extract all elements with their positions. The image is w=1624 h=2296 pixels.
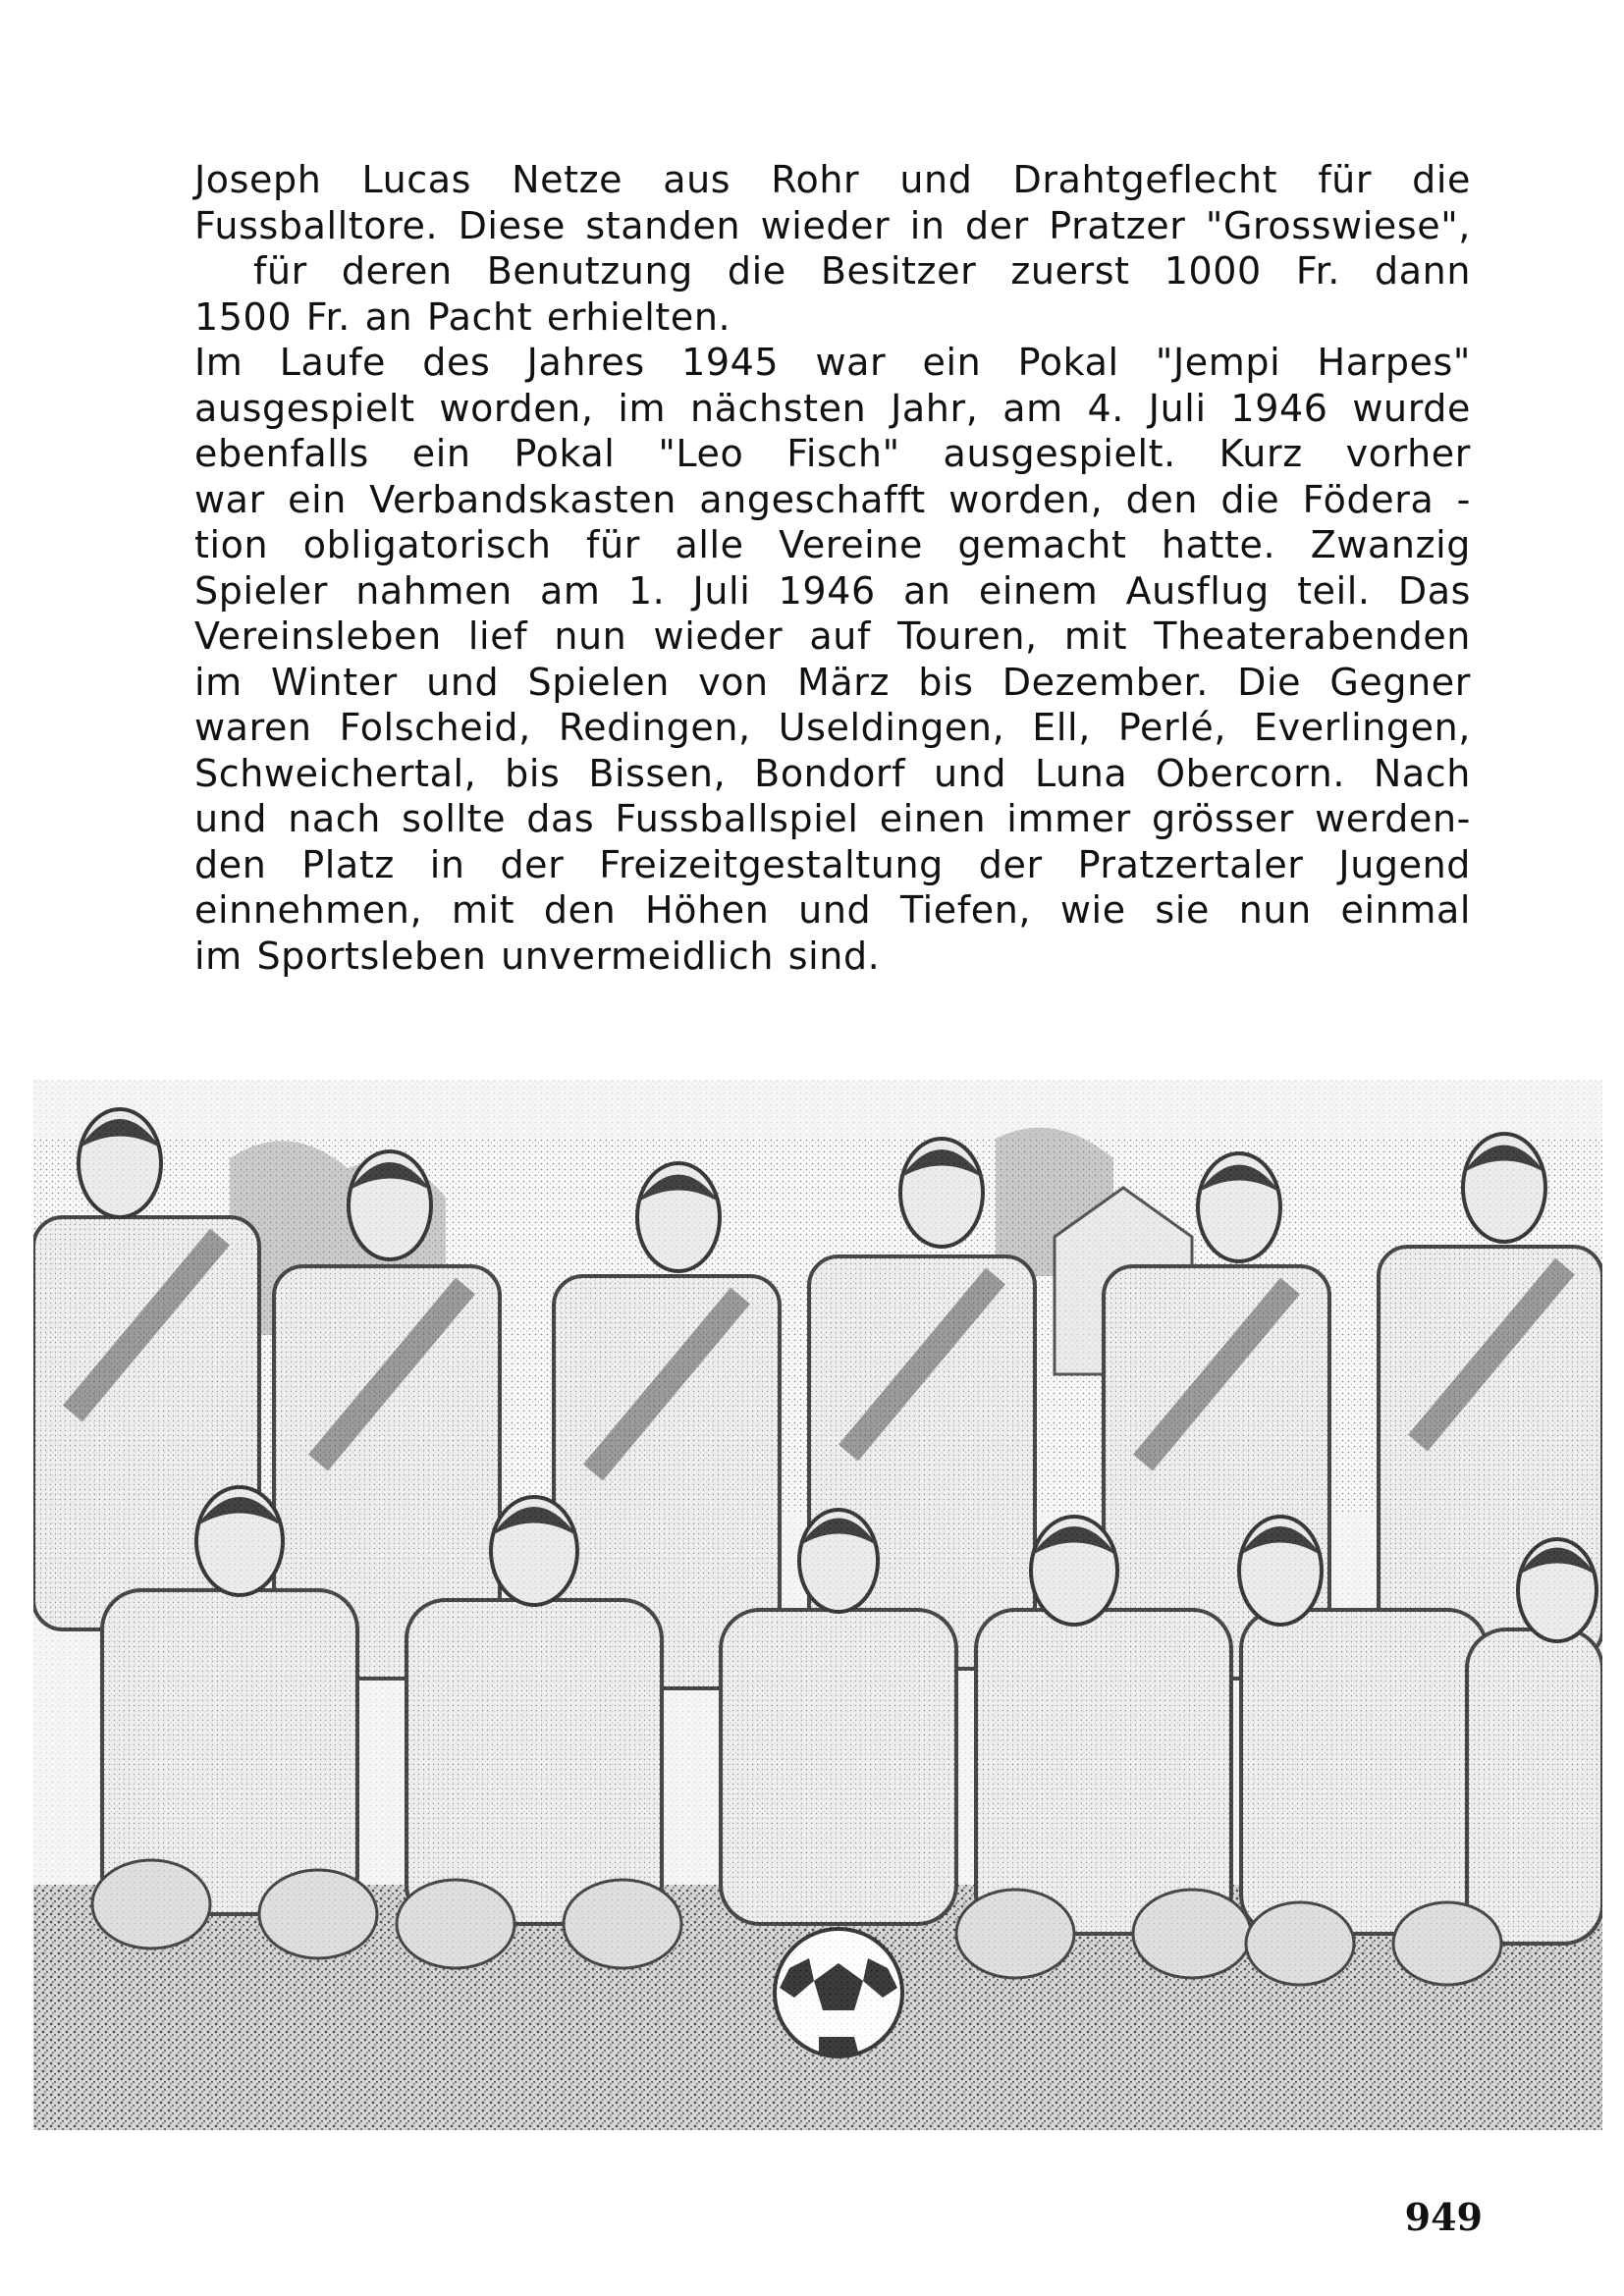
text-line: und nach sollte das Fussballspiel einen immer grösser werden- xyxy=(194,797,1471,840)
text-line: Im Laufe des Jahres 1945 war ein Pokal "Jempi Harpes" xyxy=(194,341,1471,384)
text-line: im Winter und Spielen von März bis Dezember. Die Gegner xyxy=(194,660,1471,704)
text-line: war ein Verbandskasten angeschafft worden, den die Födera - xyxy=(194,477,1471,521)
text-line: ebenfalls ein Pokal "Leo Fisch" ausgespielt. Kurz vorher xyxy=(194,432,1471,475)
body-text xyxy=(194,157,1471,979)
text-line: 1500 Fr. an Pacht erhielten. xyxy=(194,294,731,339)
text-line: ausgespielt worden, im nächsten Jahr, am 4. Juli 1946 wurde xyxy=(194,386,1471,430)
text-line: waren Folscheid, Redingen, Useldingen, Ell, Perlé, Everlingen, xyxy=(194,706,1471,749)
text-line: für deren Benutzung die Besitzer zuerst 1000 Fr. dann xyxy=(253,249,1471,293)
text-line: Spieler nahmen am 1. Juli 1946 an einem Ausflug teil. Das xyxy=(194,568,1471,613)
text-line: tion obligatorisch für alle Vereine gemacht hatte. Zwanzig xyxy=(194,523,1471,566)
text-line: Joseph Lucas Netze aus Rohr und Drahtgeflecht für die xyxy=(194,158,1471,201)
text-line: im Sportsleben unvermeidlich sind. xyxy=(194,934,881,978)
team-photo xyxy=(33,1080,1602,2130)
text-line: Schweichertal, bis Bissen, Bondorf und Luna Obercorn. Nach xyxy=(194,751,1471,795)
text-line: Vereinsleben lief nun wieder auf Touren, mit Theaterabenden xyxy=(194,614,1471,658)
text-line: Fussballtore. Diese standen wieder in der Pratzer "Grosswiese", xyxy=(194,203,1471,247)
text-line: den Platz in der Freizeitgestaltung der Pratzertaler Jugend xyxy=(194,842,1471,886)
page-number: 949 xyxy=(1404,2195,1483,2239)
text-line: einnehmen, mit den Höhen und Tiefen, wie sie nun einmal xyxy=(194,888,1471,932)
